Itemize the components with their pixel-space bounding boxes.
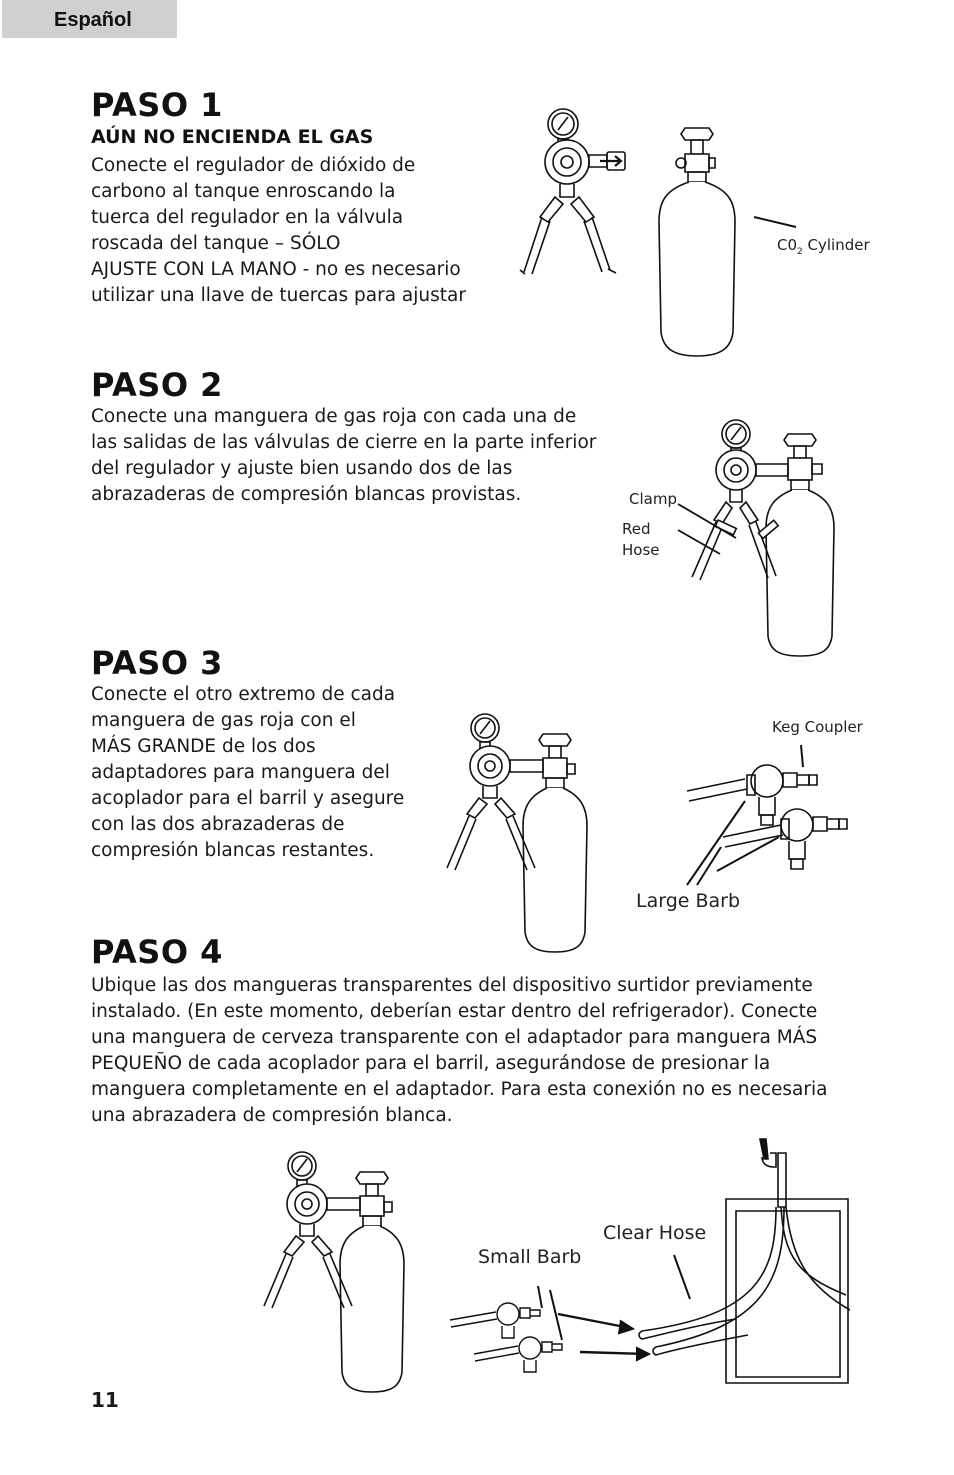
clamp-label: Clamp bbox=[629, 490, 677, 508]
step2-line: las salidas de las válvulas de cierre en la parte inferior bbox=[91, 432, 597, 453]
step4-line: manguera completamente en el adaptador. Para esta conexión no es necesaria bbox=[91, 1079, 828, 1100]
step2-body bbox=[91, 404, 596, 508]
step1-title: PASO 1 bbox=[91, 86, 223, 124]
small-barb-couplers-illustration bbox=[448, 1280, 648, 1380]
step1-body bbox=[91, 153, 466, 309]
keg-coupler-label: Keg Coupler bbox=[772, 718, 863, 736]
regulator-cylinder-step3-illustration bbox=[445, 708, 605, 956]
step4-line: Ubique las dos mangueras transparentes del dispositivo surtidor previamente bbox=[91, 975, 813, 996]
step4-line: PEQUEÑO de cada acoplador para el barril, asegurándose de presionar la bbox=[91, 1053, 771, 1074]
step2-line: del regulador y ajuste bien usando dos de las bbox=[91, 458, 513, 479]
language-tab: Español bbox=[2, 0, 177, 38]
step2-title: PASO 2 bbox=[91, 366, 223, 404]
cylinder-pointer-line bbox=[752, 214, 800, 230]
cylinder-label: $C0_2$ Cylinder bbox=[777, 236, 870, 257]
clamp-pointer-lines bbox=[670, 500, 750, 560]
step4-line: una manguera de cerveza transparente con el adaptador para manguera MÁS bbox=[91, 1027, 818, 1048]
step2-line: abrazaderas de compresión blancas provistas. bbox=[91, 484, 522, 505]
step4-line: una abrazadera de compresión blanca. bbox=[91, 1105, 453, 1126]
page-number: 11 bbox=[91, 1388, 119, 1412]
step3-line: acoplador para el barril y asegure bbox=[91, 788, 405, 809]
step1-subtitle: AÚN NO ENCIENDA EL GAS bbox=[91, 126, 374, 148]
step3-line: adaptadores para manguera del bbox=[91, 762, 390, 783]
step3-body bbox=[91, 682, 404, 864]
regulator-cylinder-step4-illustration bbox=[262, 1146, 422, 1396]
keg-coupler-illustration bbox=[685, 735, 855, 915]
step3-line: MÁS GRANDE de los dos bbox=[91, 736, 316, 757]
step3-line: compresión blancas restantes. bbox=[91, 840, 375, 861]
step3-line: manguera de gas roja con el bbox=[91, 710, 356, 731]
regulator-illustration bbox=[520, 102, 630, 282]
step1-line: Conecte el regulador de dióxido de bbox=[91, 155, 416, 176]
step1-line: AJUSTE CON LA MANO - no es necesario bbox=[91, 259, 461, 280]
step4-line: instalado. (En este momento, deberían estar dentro del refrigerador). Conecte bbox=[91, 1001, 818, 1022]
small-barb-label: Small Barb bbox=[478, 1246, 582, 1268]
large-barb-label: Large Barb bbox=[636, 890, 741, 912]
step1-line: tuerca del regulador en la válvula bbox=[91, 207, 404, 228]
step1-line: utilizar una llave de tuercas para ajustar bbox=[91, 285, 466, 306]
co2-cylinder-illustration bbox=[655, 126, 745, 358]
step3-line: Conecte el otro extremo de cada bbox=[91, 684, 396, 705]
clear-hose-label: Clear Hose bbox=[603, 1222, 707, 1244]
refrigerator-tap-illustration bbox=[636, 1135, 854, 1385]
step4-body bbox=[91, 973, 827, 1129]
step3-line: con las dos abrazaderas de bbox=[91, 814, 345, 835]
step4-title: PASO 4 bbox=[91, 933, 223, 971]
step3-title: PASO 3 bbox=[91, 644, 223, 682]
step1-line: carbono al tanque enroscando la bbox=[91, 181, 396, 202]
step1-line: roscada del tanque – SÓLO bbox=[91, 233, 341, 254]
red-hose-label: Red Hose bbox=[622, 520, 660, 559]
step2-line: Conecte una manguera de gas roja con cada una de bbox=[91, 406, 577, 427]
